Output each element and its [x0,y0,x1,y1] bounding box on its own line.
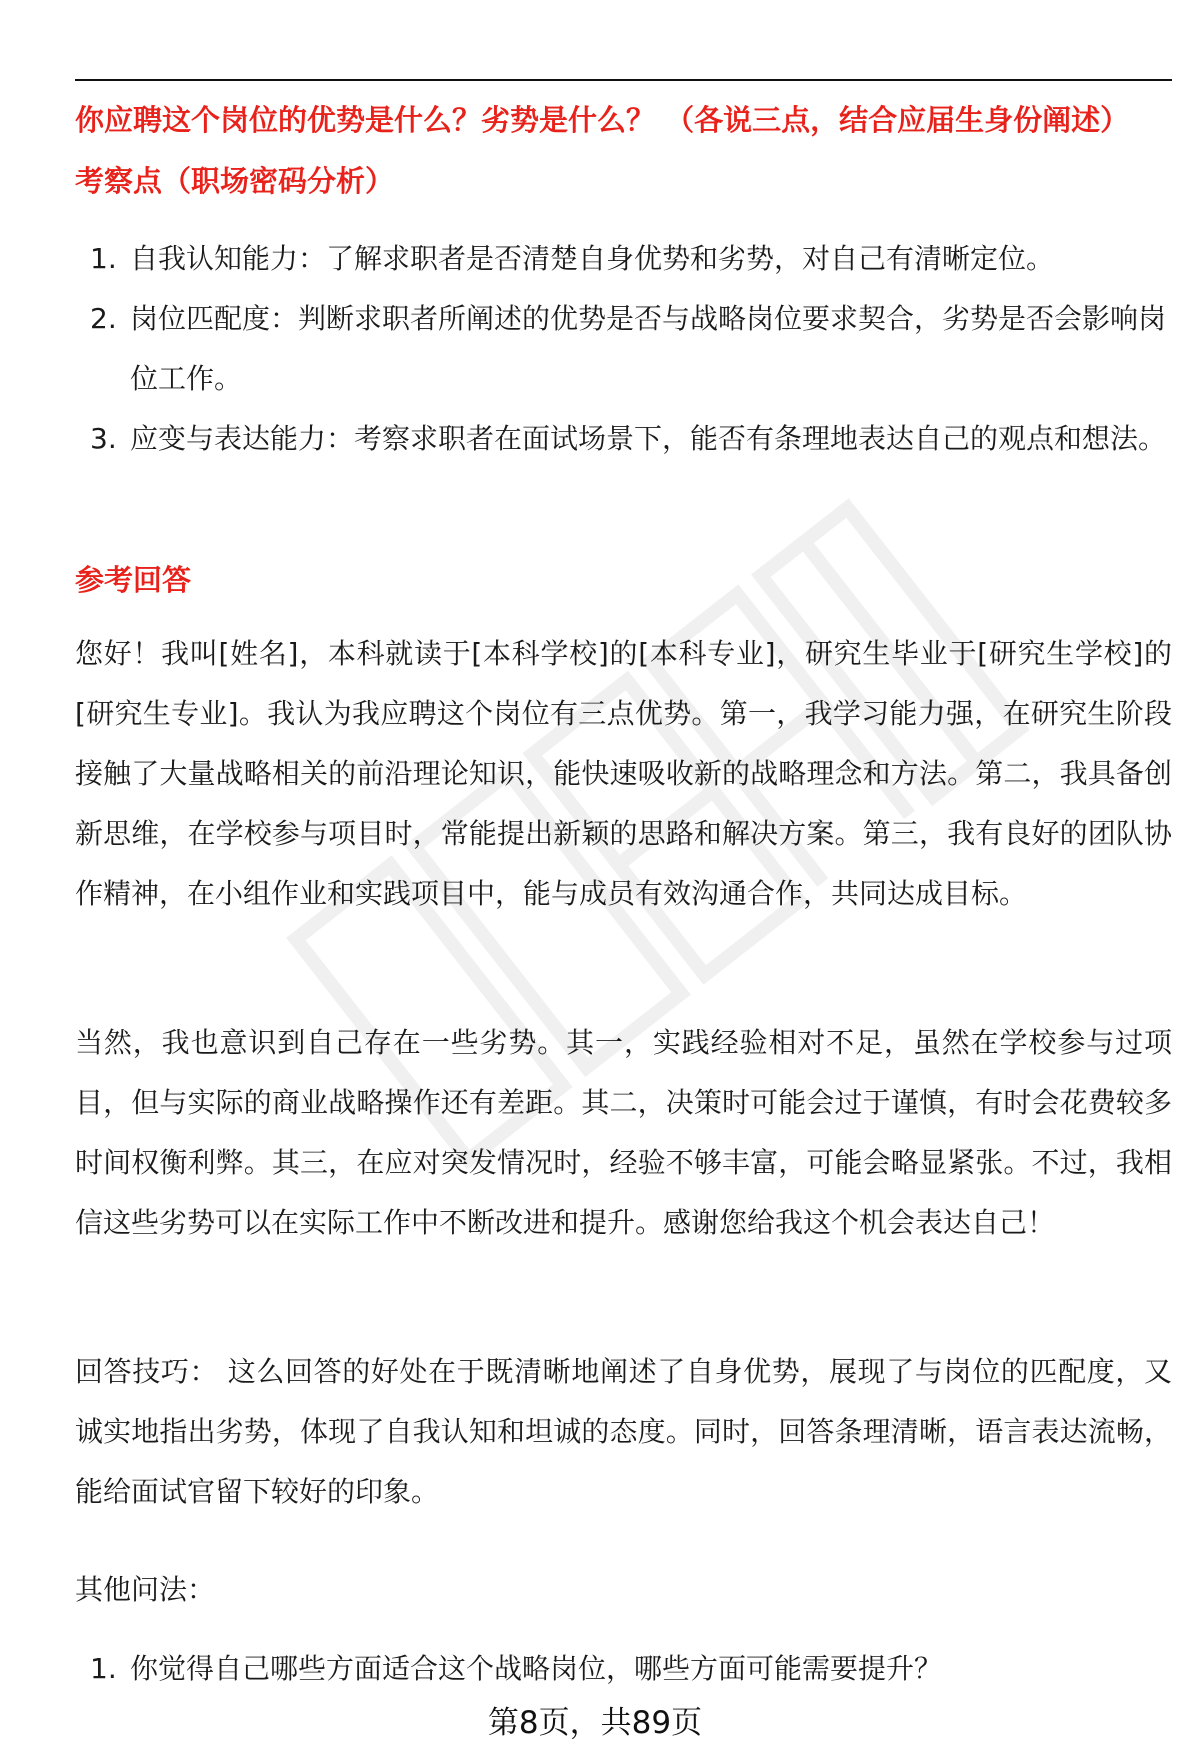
list-item [75,1639,1172,1699]
other-questions-heading: 其他问法： [75,1573,216,1606]
tips-paragraph: 回答技巧： 这么回答的好处在于既清晰地阐述了自身优势，展现了与岗位的匹配度，又诚实地指出劣势，体现了自我认知和坦诚的态度。同时，回答条理清晰，语言表达流畅，能给面试官留下较好的印象。 [75,1355,1172,1508]
list-number: 1. [90,1652,117,1685]
page-number: 第8页，共89页 [487,1705,703,1741]
reference-paragraph-1: 您好！我叫[姓名]，本科就读于[本科学校]的[本科专业]，研究生毕业于[研究生学校]的[研究生专业]。我认为我应聘这个岗位有三点优势。第一，我学习能力强，在研究生阶段接触了大量战略相关的前沿理论知识，能快速吸收新的战略理念和方法。第二，我具备创新思维，在学校参与项目时，常能提出新颖的思路和解决方案。第三，我有良好的团队协作精神，在小组作业和实践项目中，能与成员有效沟通合作，共同达成目标。 [75,637,1172,910]
question-title: 你应聘这个岗位的优势是什么？劣势是什么？ （各说三点，结合应届生身份阐述） [75,103,1130,137]
checkpoint-list [75,229,1172,469]
reference-heading: 参考回答 [75,563,192,597]
list-item [75,409,1172,469]
list-item-text: 自我认知能力：了解求职者是否清楚自身优势和劣势，对自己有清晰定位。 [130,242,1055,275]
list-item [75,229,1172,289]
reference-paragraph-2: 当然，我也意识到自己存在一些劣势。其一，实践经验相对不足，虽然在学校参与过项目，但与实际的商业战略操作还有差距。其二，决策时可能会过于谨慎，有时会花费较多时间权衡利弊。其三，在应对突发情况时，经验不够丰富，可能会略显紧张。不过，我相信这些劣势可以在实际工作中不断改进和提升。感谢您给我这个机会表达自己！ [75,1026,1172,1239]
question-subtitle: 考察点（职场密码分析） [75,164,395,198]
list-item [75,289,1172,409]
list-item-text: 你觉得自己哪些方面适合这个战略岗位，哪些方面可能需要提升？ [130,1652,943,1685]
list-number: 3. [90,422,117,455]
list-item-text: 岗位匹配度：判断求职者所阐述的优势是否与战略岗位要求契合，劣势是否会影响岗位工作。 [130,302,1167,395]
list-item-text: 应变与表达能力：考察求职者在面试场景下，能否有条理地表达自己的观点和想法。 [130,422,1167,455]
top-divider [75,79,1172,81]
list-number: 2. [90,302,117,335]
other-questions-list [75,1639,1172,1699]
list-number: 1. [90,242,117,275]
